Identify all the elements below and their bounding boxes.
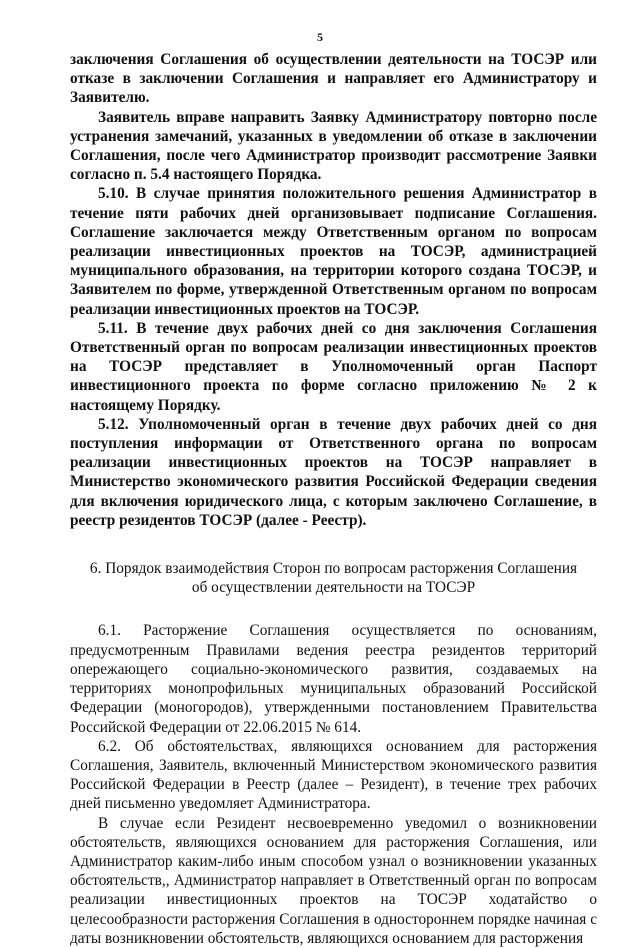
section-6-heading (70, 559, 597, 597)
paragraph-6-2: 6.2. Об обстоятельствах, являющихся основанием для расторжения Соглашения, Заявитель, включенный Министерством экономического развития Российской Федерации в Реестр (далее – Резидент), в течение трех рабочих дней письменно уведомляет Администратора. (70, 737, 597, 813)
paragraph-late-notice: В случае если Резидент несвоевременно уведомил о возникновении обстоятельств, являющихся основанием для расторжения Соглашения, или Администратор каким-либо иным способом узнал о возникновении указанных обстоятельств,, Администратор направляет в Ответственный орган по вопросам реализации инвестиционных проектов на ТОСЭР ходатайство о целесообразности расторжения Соглашения в одностороннем порядке начиная с даты возникновении обстоятельств, являющихся основанием для расторжения (70, 814, 597, 947)
paragraph-6-1: 6.1. Расторжение Соглашения осуществляется по основаниям, предусмотренным Правилами ведения реестра резидентов территорий опережающего социально-экономического развития, создаваемых на территориях монопрофильных муниципальных образований Российской Федерации (моногородов), утвержденными постановлением Правительства Российской Федерации от 22.06.2015 № 614. (70, 622, 597, 736)
paragraph-resubmission: Заявитель вправе направить Заявку Администратору повторно после устранения замечаний, указанных в уведомлении об отказе в заключении Соглашения, после чего Администратор производит рассмотрение Заявки согласно п. 5.4 настоящего Порядка. (70, 108, 597, 184)
paragraph-5-11: 5.11. В течение двух рабочих дней со дня заключения Соглашения Ответственный орган по вопросам реализации инвестиционных проектов на ТОСЭР представляет в Уполномоченный орган Паспорт инвестиционного проекта по форме согласно приложению № 2 к настоящему Порядку. (70, 319, 597, 414)
section-heading-line-1: 6. Порядок взаимодействия Сторон по вопросам расторжения Соглашения (89, 560, 578, 578)
paragraph-continuation: заключения Соглашения об осуществлении деятельности на ТОСЭР или отказе в заключении Соглашения и направляет его Администратору и Заявителю. (70, 51, 597, 107)
paragraph-5-12: 5.12. Уполномоченный орган в течение двух рабочих дней со дня поступления информации от Ответственного органа по вопросам реализации инвестиционных проектов на ТОСЭР направляет в Министерство экономического развития Российской Федерации сведения для включения юридического лица, с которым заключено Соглашение, в реестр резидентов ТОСЭР (далее - Реестр). (70, 415, 597, 529)
document-body (70, 50, 597, 948)
section-heading-line-2: об осуществлении деятельности на ТОСЭР (191, 579, 476, 597)
paragraph-5-10: 5.10. В случае принятия положительного решения Администратор в течение пяти рабочих дней организовывает подписание Соглашения. Соглашение заключается между Ответственным органом по вопросам реализации инвестиционных проектов на ТОСЭР, администрацией муниципального образования, на территории которого создана ТОСЭР, и Заявителем по форме, утвержденной Ответственным органом по вопросам реализации инвестиционных проектов на ТОСЭР. (70, 185, 597, 318)
page-number: 5 (317, 30, 323, 44)
